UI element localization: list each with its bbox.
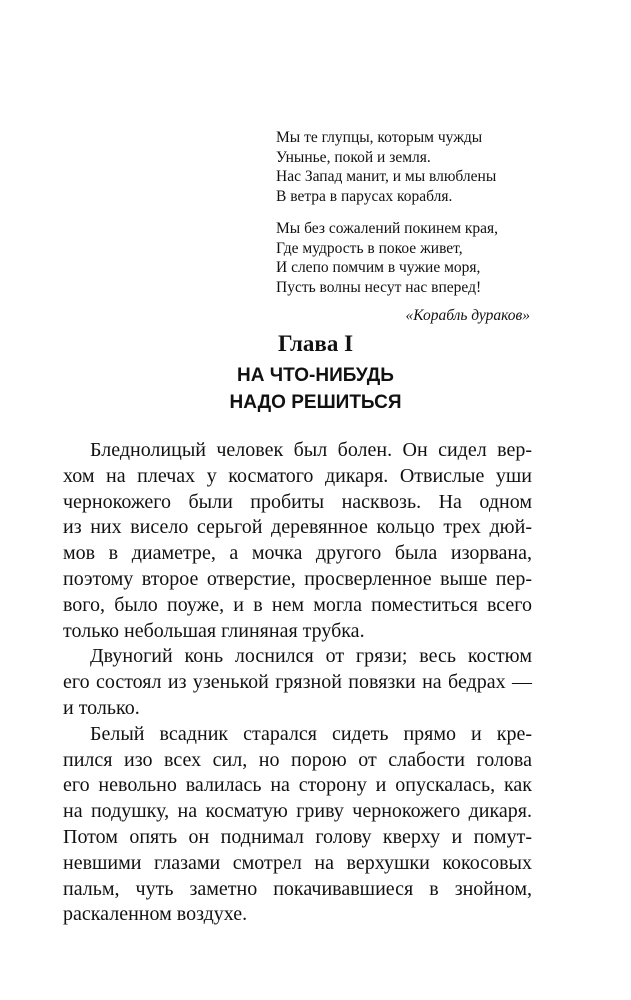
- text-line: его состоял из узенькой грязной повязки на бедрах —: [63, 671, 532, 694]
- paragraph-1: [63, 438, 532, 644]
- text-line: на подушку, на косматую гриву чернокожего дикаря.: [63, 800, 532, 823]
- verse-line: Где мудрость в покое живет,: [276, 239, 463, 257]
- text-line: пился изо всех сил, но порою от слабости голова: [63, 748, 532, 771]
- verse-line: И слепо помчим в чужие моря,: [276, 259, 481, 276]
- text-line: поэтому второе отверстие, просверленное выше пер-: [63, 567, 532, 590]
- text-line: вого, было поуже, и в нем могла поместиться всего: [63, 593, 532, 616]
- verse-line: Нас Запад манит, и мы влюблены: [276, 168, 497, 185]
- verse-line: Мы те глупцы, которым чужды: [276, 129, 483, 146]
- text-line: из них висело серьгой деревянное кольцо трех дюй-: [63, 516, 532, 539]
- text-line: невшими глазами смотрел на верхушки кокосовых: [63, 851, 532, 874]
- epigraph-source: «Корабль дураков»: [405, 307, 530, 324]
- text-line: Белый всадник старался сидеть прямо и кре-: [90, 722, 532, 745]
- chapter-number: Глава I: [277, 331, 354, 356]
- epigraph-stanza-2: [276, 219, 546, 297]
- verse-line: Унынье, покой и земля.: [276, 148, 431, 166]
- text-line: чернокожего были пробиты насквозь. На одном: [63, 490, 532, 513]
- text-line: мов в диаметре, а мочка другого была изорвана,: [63, 542, 532, 565]
- text-line: его невольно валилась на сторону и опускалась, как: [63, 774, 532, 797]
- chapter-title-line: НА ЧТО-НИБУДЬ: [237, 365, 394, 386]
- text-line: только небольшая глиняная трубка.: [63, 619, 365, 642]
- paragraph-3: [63, 722, 532, 928]
- chapter-title-line: НАДО РЕШИТЬСЯ: [229, 392, 402, 413]
- text-line: Двуногий конь лоснился от грязи; весь костюм: [90, 645, 532, 668]
- epigraph-stanza-1: [276, 128, 546, 206]
- text-line: Потом опять он поднимал голову кверху и помут-: [63, 825, 532, 848]
- text-line: Бледнолицый человек был болен. Он сидел вер-: [90, 439, 532, 461]
- text-line: и только.: [63, 696, 140, 719]
- chapter-title: [0, 362, 631, 416]
- verse-line: Пусть волны несут нас вперед!: [276, 278, 482, 296]
- chapter-body: [63, 438, 532, 928]
- paragraph-2: [63, 644, 532, 721]
- text-line: пальм, чуть заметно покачивавшиеся в знойном,: [63, 877, 532, 900]
- epigraph: [276, 128, 546, 326]
- text-line: раскаленном воздухе.: [63, 903, 248, 926]
- verse-line: В ветра в парусах корабля.: [276, 187, 453, 205]
- text-line: хом на плечах у косматого дикаря. Отвислые уши: [63, 464, 532, 487]
- verse-line: Мы без сожалений покинем края,: [276, 220, 499, 237]
